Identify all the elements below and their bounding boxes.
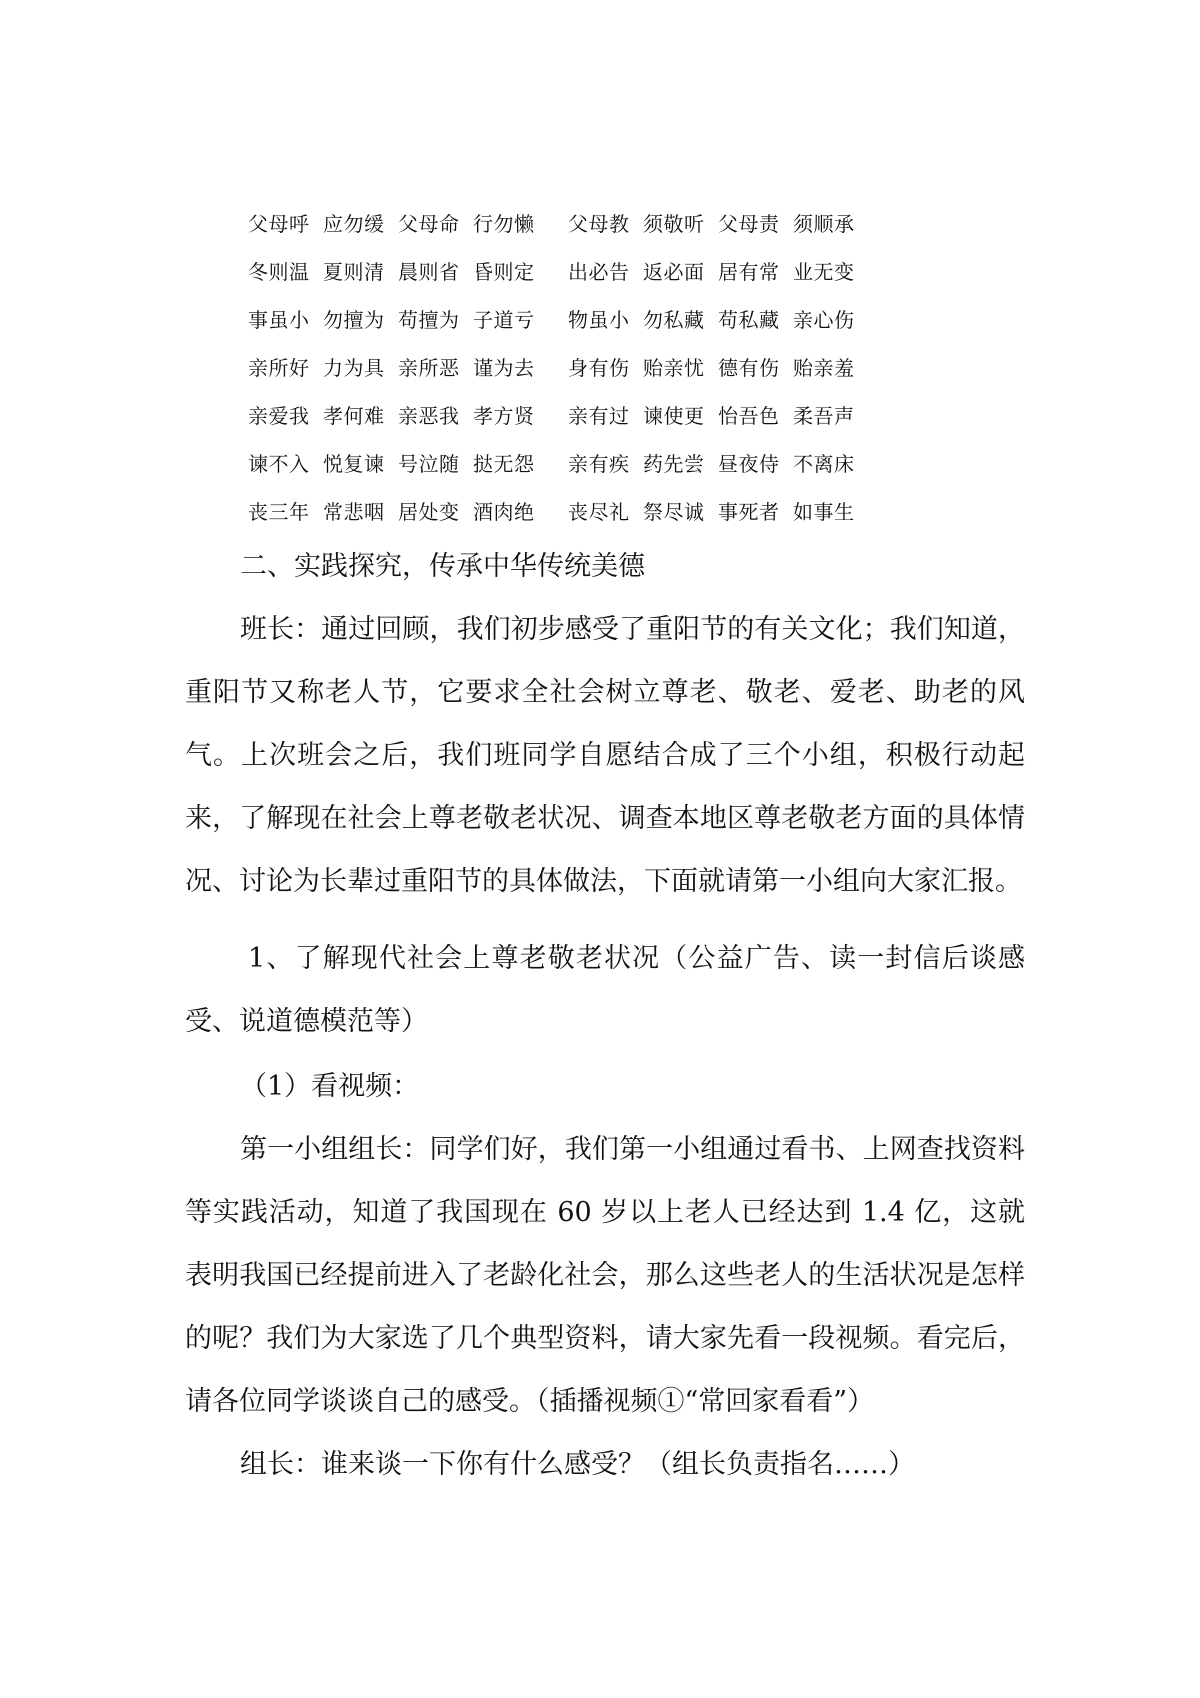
verse-phrase: 力为具 <box>323 355 385 380</box>
verse-phrase: 孝方贤 <box>473 403 535 428</box>
verse-group-right <box>568 208 868 237</box>
verse-phrase: 丧三年 <box>248 499 310 524</box>
verse-phrase: 勿擅为 <box>323 307 385 332</box>
verse-phrase: 祭尽诚 <box>643 499 705 524</box>
verse-group-left <box>248 352 568 381</box>
verse-phrase: 父母教 <box>568 211 630 236</box>
verse-group-left <box>248 256 568 285</box>
verse-phrase: 谨为去 <box>473 355 535 380</box>
verse-group-left <box>248 496 568 525</box>
verse-row <box>248 438 888 486</box>
verse-table <box>248 198 888 534</box>
leader-question-paragraph: 组长：谁来谈一下你有什么感受？（组长负责指名……） <box>240 1449 915 1480</box>
verse-phrase: 柔吾声 <box>793 403 855 428</box>
verse-group-right <box>568 496 868 525</box>
verse-row <box>248 342 888 390</box>
item-heading-1: 1、了解现代社会上尊老敬老状况（公益广告、读一封信后谈感受、说道德模范等） <box>185 943 1025 1037</box>
verse-phrase: 酒肉绝 <box>473 499 535 524</box>
verse-phrase: 晨则省 <box>398 259 460 284</box>
verse-phrase: 行勿懒 <box>473 211 535 236</box>
verse-phrase: 居处变 <box>398 499 460 524</box>
verse-phrase: 父母命 <box>398 211 460 236</box>
verse-phrase: 出必告 <box>568 259 630 284</box>
verse-group-right <box>568 400 868 429</box>
verse-phrase: 事虽小 <box>248 307 310 332</box>
verse-group-left <box>248 208 568 237</box>
verse-phrase: 号泣随 <box>398 451 460 476</box>
verse-phrase: 挞无怨 <box>473 451 535 476</box>
verse-phrase: 亲所好 <box>248 355 310 380</box>
verse-phrase: 怡吾色 <box>718 403 780 428</box>
verse-phrase: 勿私藏 <box>643 307 705 332</box>
verse-row <box>248 390 888 438</box>
verse-group-right <box>568 304 868 333</box>
group-leader-paragraph: 第一小组组长：同学们好，我们第一小组通过看书、上网查找资料等实践活动，知道了我国现在 60 岁以上老人已经达到 1.4 亿，这就表明我国已经提前进入了老龄化社会，那么这些老人的生活状况是怎样的呢？我们为大家选了几个典型资料，请大家先看一段视频。看完后，请各位同学谈谈自己的感受。（插播视频①“常回家看看”） <box>185 1134 1025 1417</box>
verse-phrase: 事死者 <box>718 499 780 524</box>
verse-phrase: 身有伤 <box>568 355 630 380</box>
verse-phrase: 如事生 <box>793 499 855 524</box>
verse-phrase: 苟私藏 <box>718 307 780 332</box>
verse-group-left <box>248 304 568 333</box>
verse-phrase: 德有伤 <box>718 355 780 380</box>
verse-phrase: 悦复谏 <box>323 451 385 476</box>
verse-phrase: 业无变 <box>793 259 855 284</box>
verse-phrase: 父母责 <box>718 211 780 236</box>
verse-phrase: 亲有疾 <box>568 451 630 476</box>
verse-group-right <box>568 256 868 285</box>
verse-row <box>248 486 888 534</box>
verse-phrase: 昏则定 <box>473 259 535 284</box>
verse-phrase: 丧尽礼 <box>568 499 630 524</box>
section-heading: 二、实践探究，传承中华传统美德 <box>240 551 645 582</box>
verse-phrase: 须顺承 <box>793 211 855 236</box>
verse-phrase: 夏则清 <box>323 259 385 284</box>
verse-phrase: 药先尝 <box>643 451 705 476</box>
verse-phrase: 居有常 <box>718 259 780 284</box>
document-body <box>185 535 1025 1496</box>
verse-group-right <box>568 352 868 381</box>
verse-row <box>248 294 888 342</box>
verse-phrase: 贻亲羞 <box>793 355 855 380</box>
verse-phrase: 谏不入 <box>248 451 310 476</box>
monitor-paragraph: 班长：通过回顾，我们初步感受了重阳节的有关文化；我们知道，重阳节又称老人节，它要求全社会树立尊老、敬老、爱老、助老的风气。上次班会之后，我们班同学自愿结合成了三个小组，积极行动起来，了解现在社会上尊老敬老状况、调查本地区尊老敬老方面的具体情况、讨论为长辈过重阳节的具体做法，下面就请第一小组向大家汇报。 <box>185 614 1025 897</box>
verse-phrase: 亲爱我 <box>248 403 310 428</box>
verse-phrase: 须敬听 <box>643 211 705 236</box>
verse-phrase: 物虽小 <box>568 307 630 332</box>
verse-phrase: 父母呼 <box>248 211 310 236</box>
verse-row <box>248 198 888 246</box>
verse-phrase: 昼夜侍 <box>718 451 780 476</box>
verse-phrase: 返必面 <box>643 259 705 284</box>
verse-group-right <box>568 448 868 477</box>
verse-phrase: 冬则温 <box>248 259 310 284</box>
sub-item-heading-1: （1）看视频： <box>240 1071 420 1102</box>
verse-phrase: 不离床 <box>793 451 855 476</box>
verse-group-left <box>248 448 568 477</box>
verse-phrase: 苟擅为 <box>398 307 460 332</box>
verse-phrase: 常悲咽 <box>323 499 385 524</box>
verse-phrase: 应勿缓 <box>323 211 385 236</box>
verse-phrase: 亲心伤 <box>793 307 855 332</box>
verse-phrase: 孝何难 <box>323 403 385 428</box>
verse-phrase: 亲有过 <box>568 403 630 428</box>
verse-phrase: 亲恶我 <box>398 403 460 428</box>
verse-phrase: 亲所恶 <box>398 355 460 380</box>
verse-phrase: 子道亏 <box>473 307 535 332</box>
verse-phrase: 谏使更 <box>643 403 705 428</box>
verse-group-left <box>248 400 568 429</box>
verse-phrase: 贻亲忧 <box>643 355 705 380</box>
verse-row <box>248 246 888 294</box>
